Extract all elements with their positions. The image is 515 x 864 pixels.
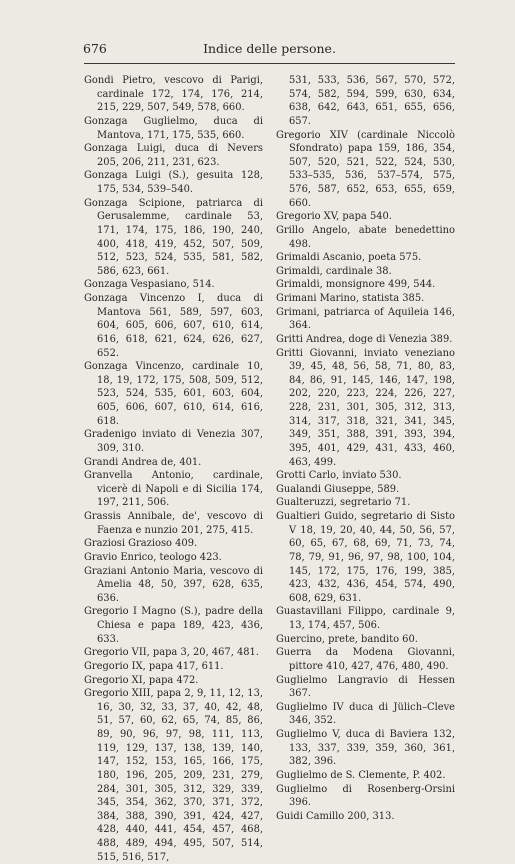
index-entry: Gonzaga Vincenzo I, duca di Mantova 561, 589, 597, 603, 604, 605, 606, 607, 610, 614, 616, 618, 621, 624, 626, 627, 652.	[84, 293, 263, 359]
index-entry: Guastavillani Filippo, cardinale 9, 13, 174, 457, 506.	[276, 606, 455, 631]
index-entry: Gradenigo inviato di Venezia 307, 309, 310.	[84, 429, 263, 454]
index-entry: Gregorio VII, papa 3, 20, 467, 481.	[84, 647, 259, 659]
index-entry: Grimaldi, monsignore 499, 544.	[276, 279, 436, 291]
index-entry: Gonzaga Vespasiano, 514.	[84, 279, 215, 291]
index-entry: Gregorio XV, papa 540.	[276, 211, 392, 223]
index-entry: Gritti Giovanni, inviato veneziano 39, 45, 48, 56, 58, 71, 80, 83, 84, 86, 91, 145, 146, 147, 198, 202, 220, 223, 224, 226, 227, 228, 231, 301, 305, 312, 313, 314, 317, 318, 321, 341, 345, 349, 351, 388, 391, 393, 394, 395, 401, 429, 431, 433, 460, 463, 499.	[276, 347, 455, 468]
index-entry: Guglielmo Langravio di Hessen 367.	[276, 674, 455, 700]
index-entry: Gondi Pietro, vescovo di Parigi, cardinale 172, 174, 176, 214, 215, 229, 507, 549, 578, 660.	[84, 75, 263, 114]
index-entry: Granvella Antonio, cardinale, vicerè di Napoli e di Sicilia 174, 197, 211, 506.	[84, 470, 263, 509]
index-entry: Guglielmo de S. Clemente, P. 402.	[276, 769, 446, 781]
index-entry: Gregorio XI, papa 472.	[84, 674, 199, 686]
index-entry: Grassis Annibale, de', vescovo di Faenza e nunzio 201, 275, 415.	[84, 511, 263, 536]
index-entry: Grotti Carlo, inviato 530.	[276, 470, 402, 482]
index-entry: Gonzaga Scipione, patriarca di Gerusalemme, cardinale 53, 171, 174, 175, 186, 190, 240, 400, 418, 419, 452, 507, 509, 512, 523, 524, 535, 581, 582, 586, 623, 661.	[84, 197, 263, 277]
page-header	[83, 41, 456, 59]
index-entry: Gonzaga Guglielmo, duca di Mantova, 171, 175, 535, 660.	[84, 115, 263, 141]
index-entry: Gregorio XIII, papa 2, 9, 11, 12, 13, 16, 30, 32, 33, 37, 40, 42, 48, 51, 57, 60, 62, 65, 74, 85, 86, 89, 90, 96, 97, 98, 111, 113, 119, 129, 137, 138, 139, 140, 147, 152, 153, 165, 166, 175, 180, 196, 205, 209, 231, 279, 284, 301, 305, 312, 329, 339, 345, 354, 362, 370, 371, 372, 384, 388, 390, 391, 424, 427, 428, 440, 441, 454, 457, 468, 488, 489, 494, 495, 507, 514, 515, 516, 517,	[84, 688, 263, 863]
index-entry: Gonzaga Luigi, duca di Nevers 205, 206, 211, 231, 623.	[84, 143, 263, 168]
running-title: Indice delle persone.	[203, 41, 336, 56]
index-entry: Guercino, prete, bandito 60.	[276, 633, 418, 645]
index-entry-continuation: 531, 533, 536, 567, 570, 572, 574, 582, 594, 599, 630, 634, 638, 642, 643, 651, 655, 656, 657.	[289, 75, 455, 127]
index-entry: Gregorio XIV (cardinale Niccolò Sfondrato) papa 159, 186, 354, 507, 520, 521, 522, 524, 530, 533–535, 536, 537–574, 575, 576, 587, 652, 653, 655, 659, 660.	[276, 129, 455, 209]
index-entry: Gravio Enrico, teologo 423.	[84, 551, 222, 563]
index-entry: Gritti Andrea, doge di Venezia 389.	[276, 333, 453, 345]
index-entry: Grimaldi, cardinale 38.	[276, 265, 392, 277]
index-entry: Graziani Antonio Maria, vescovo di Amelia 48, 50, 397, 628, 635, 636.	[84, 565, 263, 604]
left-column	[84, 74, 263, 864]
index-entry: Gregorio I Magno (S.), padre della Chiesa e papa 189, 423, 436, 633.	[84, 606, 263, 645]
index-entry: Grillo Angelo, abate benedettino 498.	[276, 224, 455, 250]
index-entry: Guglielmo IV duca di Jülich–Cleve 346, 352.	[276, 701, 455, 727]
index-entry: Guidi Camillo 200, 313.	[276, 810, 395, 822]
index-entry: Guglielmo V, duca di Baviera 132, 133, 337, 339, 359, 360, 361, 382, 396.	[276, 729, 455, 768]
index-entry: Gualtieri Guido, segretario di Sisto V 18, 19, 20, 40, 44, 50, 56, 57, 60, 65, 67, 68, 69, 71, 73, 74, 78, 79, 91, 96, 97, 98, 100, 104, 145, 172, 175, 176, 199, 385, 423, 432, 436, 454, 574, 490, 608, 629, 631.	[276, 511, 455, 604]
right-column	[276, 74, 455, 823]
index-entry: Guerra da Modena Giovanni, pittore 410, 427, 476, 480, 490.	[276, 647, 455, 672]
index-entry: Grimani, patriarca of Aquileia 146, 364.	[276, 306, 455, 332]
index-entry: Graziosi Grazioso 409.	[84, 538, 198, 550]
index-entry: Gonzaga Luigi (S.), gesuita 128, 175, 534, 539–540.	[84, 170, 263, 195]
index-entry: Gualteruzzi, segretario 71.	[276, 497, 411, 509]
index-entry: Grandi Andrea de, 401.	[84, 456, 202, 468]
index-entry: Grimaldi Ascanio, poeta 575.	[276, 252, 422, 264]
index-entry: Grimani Marino, statista 385.	[276, 293, 425, 304]
header-rule	[84, 63, 455, 64]
index-entry: Guglielmo di Rosenberg-Orsini 396.	[276, 783, 455, 809]
index-entry: Gualandi Giuseppe, 589.	[276, 483, 400, 495]
page-number: 676	[83, 41, 107, 56]
index-entry: Gregorio IX, papa 417, 611.	[84, 660, 224, 672]
index-entry: Gonzaga Vincenzo, cardinale 10, 18, 19, 172, 175, 508, 509, 512, 523, 524, 535, 601, 603, 604, 605, 606, 607, 610, 614, 616, 618.	[84, 361, 263, 427]
